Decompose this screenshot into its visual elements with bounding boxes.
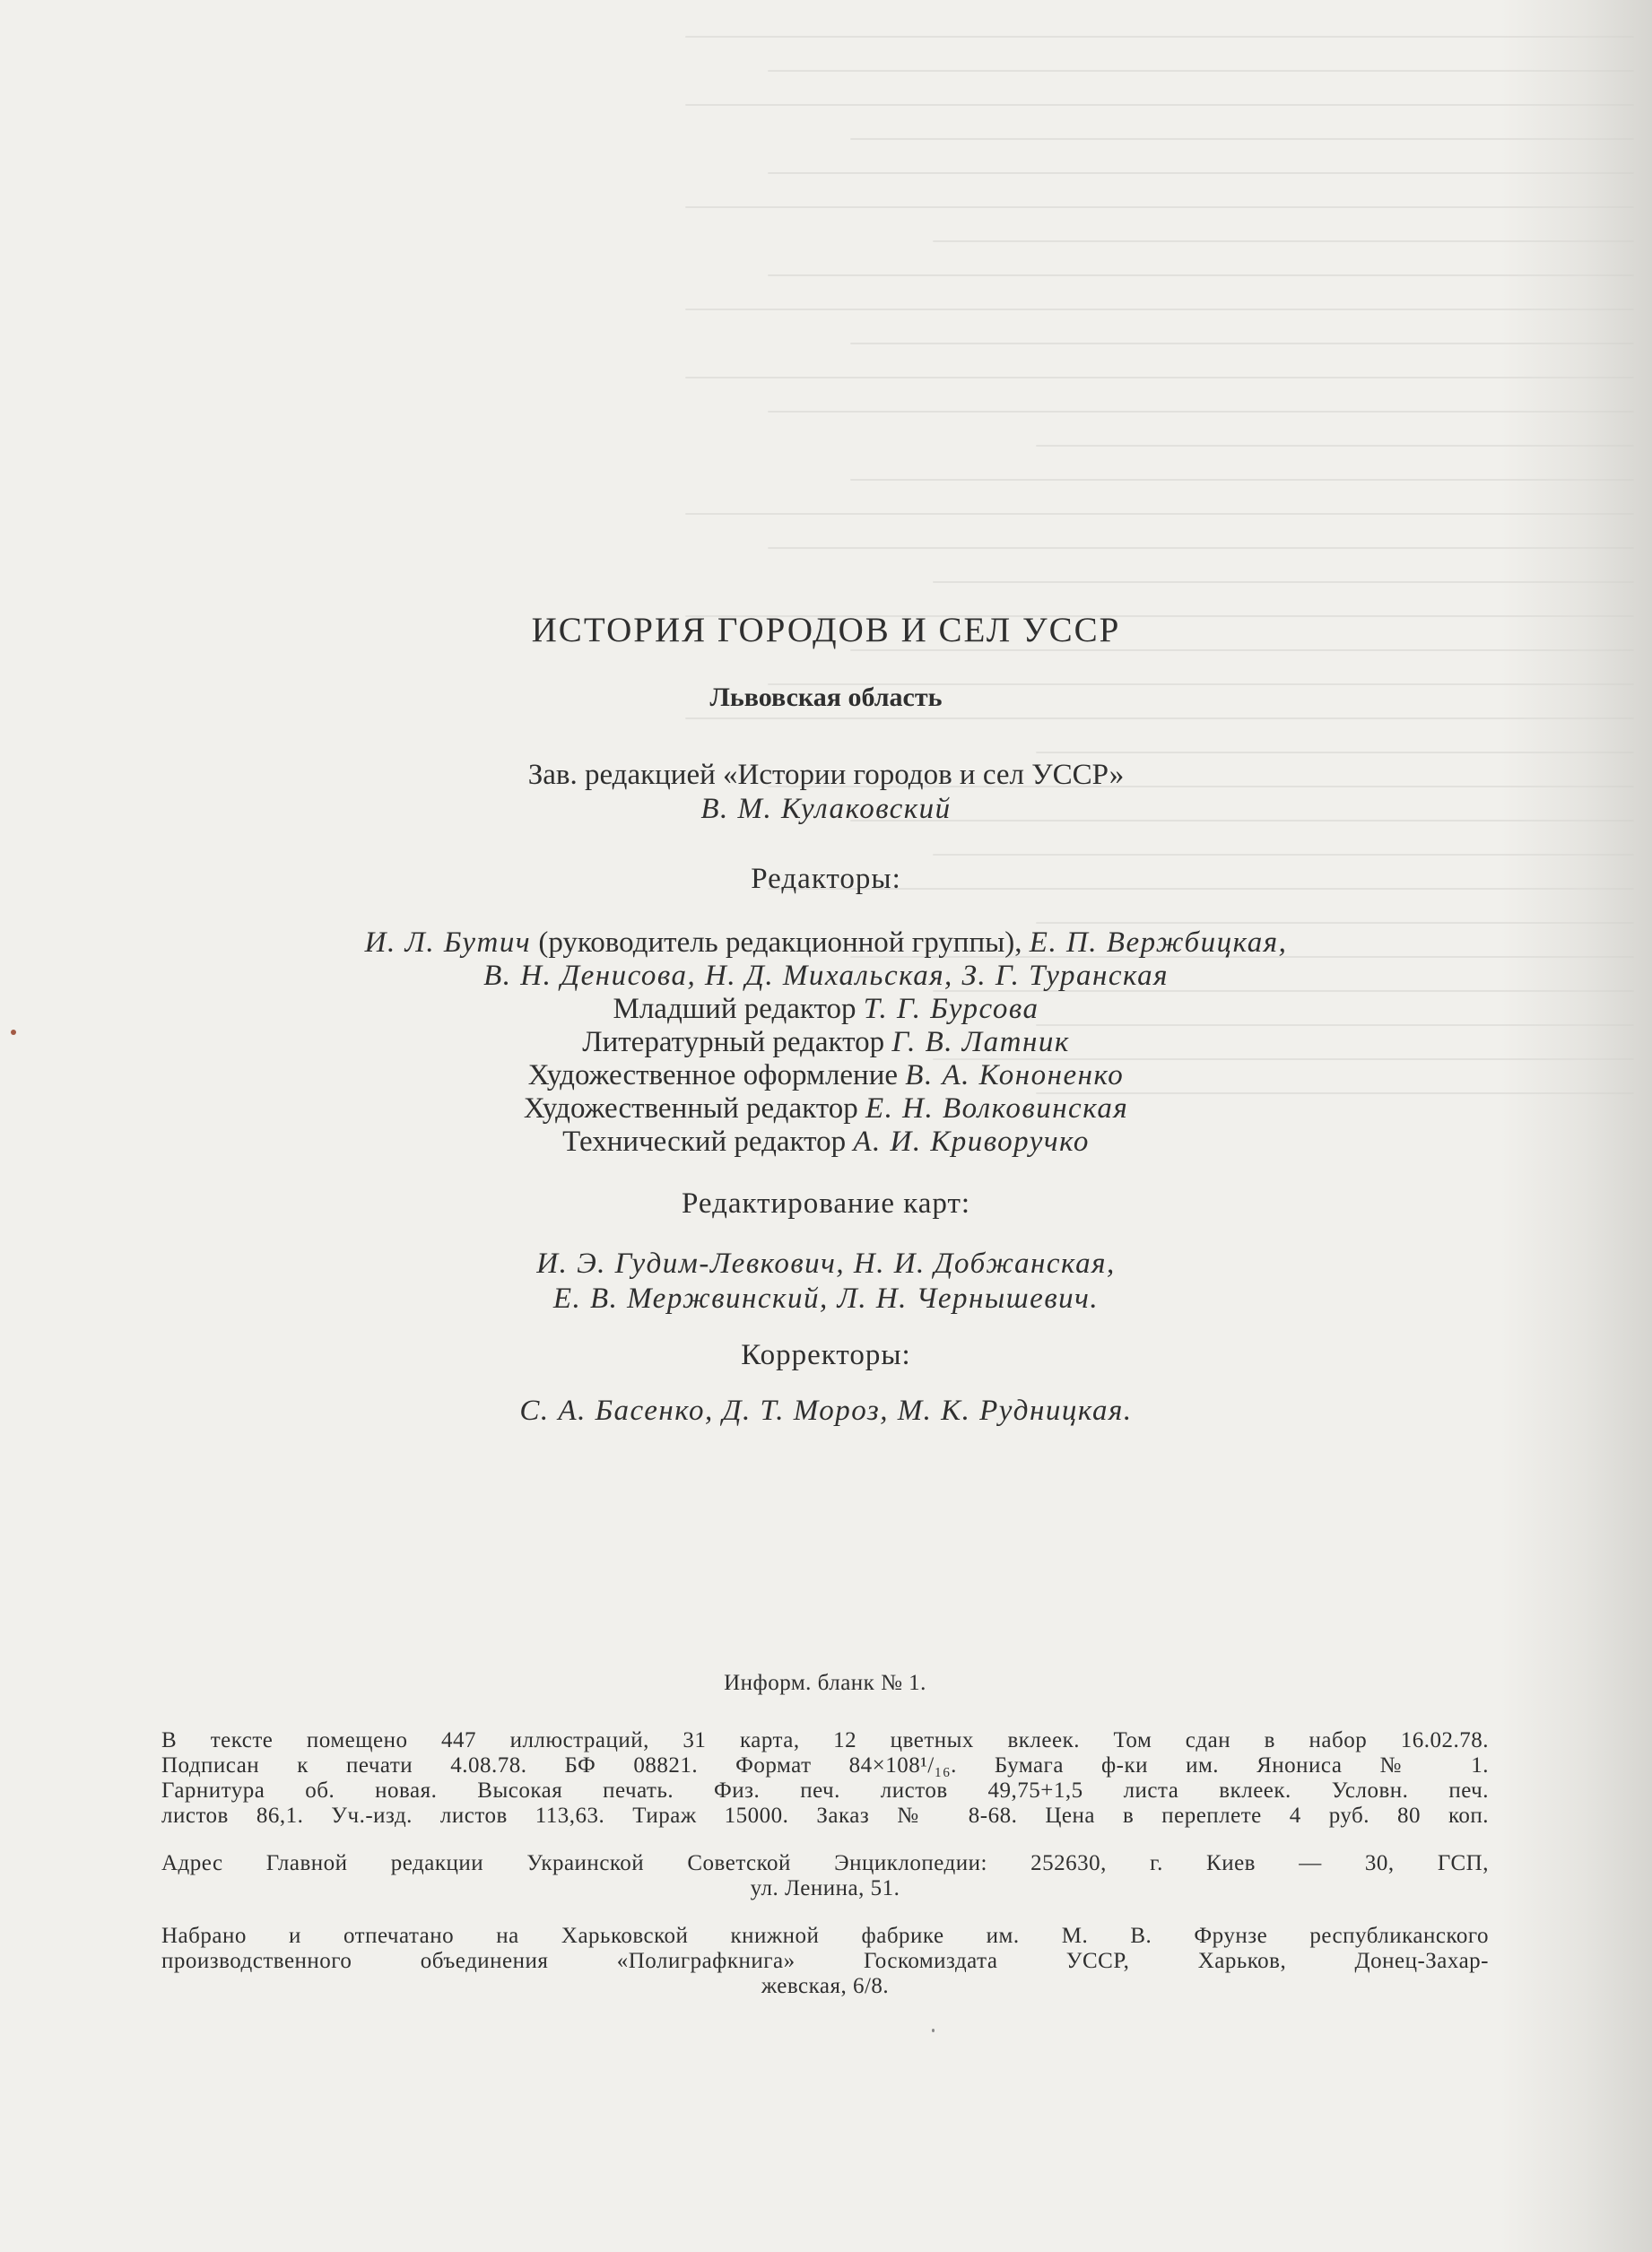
editor-name-1: И. Л. Бутич <box>364 926 532 959</box>
editor-name-2: Е. П. Вержбицкая, <box>1029 926 1288 959</box>
art-editor-name: Е. Н. Волковинская <box>865 1092 1129 1125</box>
imprint-p1-line-1: В тексте помещено 447 иллюстраций, 31 карта, 12 цветных вклеек. Том сдан в набор 16.02.78. <box>161 1728 1489 1752</box>
editors-label: Редакторы: <box>751 863 901 895</box>
imprint-address-line-1: Адрес Главной редакции Украинской Советской Энциклопедии: 252630, г. Киев — 30, ГСП, <box>161 1851 1489 1875</box>
design-role: Художественное оформление <box>527 1059 906 1091</box>
info-form-number: Информ. бланк № 1. <box>724 1671 926 1695</box>
art-editor-role: Художественный редактор <box>523 1092 865 1125</box>
art-editor-line <box>0 1092 1652 1126</box>
region-title: Львовская область <box>709 683 943 712</box>
maps-line-1: И. Э. Гудим-Левкович, Н. И. Добжанская, <box>536 1248 1116 1280</box>
imprint-p1-line-4: листов 86,1. Уч.-изд. листов 113,63. Тираж 15000. Заказ № 8-68. Цена в переплете 4 руб. 80 коп. <box>161 1804 1489 1828</box>
proofreaders-names: С. А. Басенко, Д. Т. Мороз, М. К. Рудницкая. <box>519 1395 1133 1427</box>
imprint-p1-line-3: Гарнитура об. новая. Высокая печать. Физ. печ. листов 49,75+1,5 листа вклеек. Условн. печ. <box>161 1778 1489 1803</box>
editors-line-2: В. Н. Денисова, Н. Д. Михальская, З. Г. Туранская <box>483 960 1169 992</box>
maps-label: Редактирование карт: <box>681 1187 971 1220</box>
editor-role-1: (руководитель редакционной группы), <box>531 926 1030 959</box>
imprint-address-line-2: ул. Ленина, 51. <box>750 1876 900 1900</box>
series-title: ИСТОРИЯ ГОРОДОВ И СЕЛ УССР <box>531 611 1121 649</box>
paper-speck <box>932 2029 935 2032</box>
proofreaders-label: Корректоры: <box>741 1339 911 1371</box>
tech-editor-line <box>0 1126 1652 1159</box>
junior-editor-line <box>0 993 1652 1026</box>
credits-block <box>0 608 1652 1428</box>
imprint-printer-line-3: жевская, 6/8. <box>761 1974 890 1998</box>
literary-editor-name: Г. В. Латник <box>891 1026 1070 1058</box>
imprint-printer-line-2: производственного объединения «Полиграфкнига» Госкомиздата УССР, Харьков, Донец-Захар- <box>161 1949 1489 1973</box>
literary-editor-line <box>0 1026 1652 1059</box>
maps-line-2: Е. В. Мержвинский, Л. Н. Чернышевич. <box>552 1283 1100 1315</box>
junior-editor-name: Т. Г. Бурсова <box>863 993 1039 1025</box>
imprint-p1-line-2: Подписан к печати 4.08.78. БФ 08821. Формат 84×108¹/₁₆. Бумага ф-ки им. Янониса № 1. <box>161 1753 1489 1778</box>
paper-speck <box>11 1030 16 1035</box>
head-editor-role: Зав. редакцией «Истории городов и сел УССР» <box>527 759 1125 791</box>
design-name: В. А. Кононенко <box>905 1059 1125 1091</box>
imprint-printer-line-1: Набрано и отпечатано на Харьковской книжной фабрике им. М. В. Фрунзе республиканского <box>161 1924 1489 1948</box>
tech-editor-role: Технический редактор <box>562 1126 854 1158</box>
head-editor-name: В. М. Кулаковский <box>700 793 952 825</box>
tech-editor-name: А. И. Криворучко <box>853 1126 1090 1158</box>
literary-editor-role: Литературный редактор <box>582 1026 892 1058</box>
design-line <box>0 1059 1652 1092</box>
editors-line-1 <box>0 926 1652 960</box>
imprint-block <box>161 1671 1489 1999</box>
junior-editor-role: Младший редактор <box>613 993 864 1025</box>
